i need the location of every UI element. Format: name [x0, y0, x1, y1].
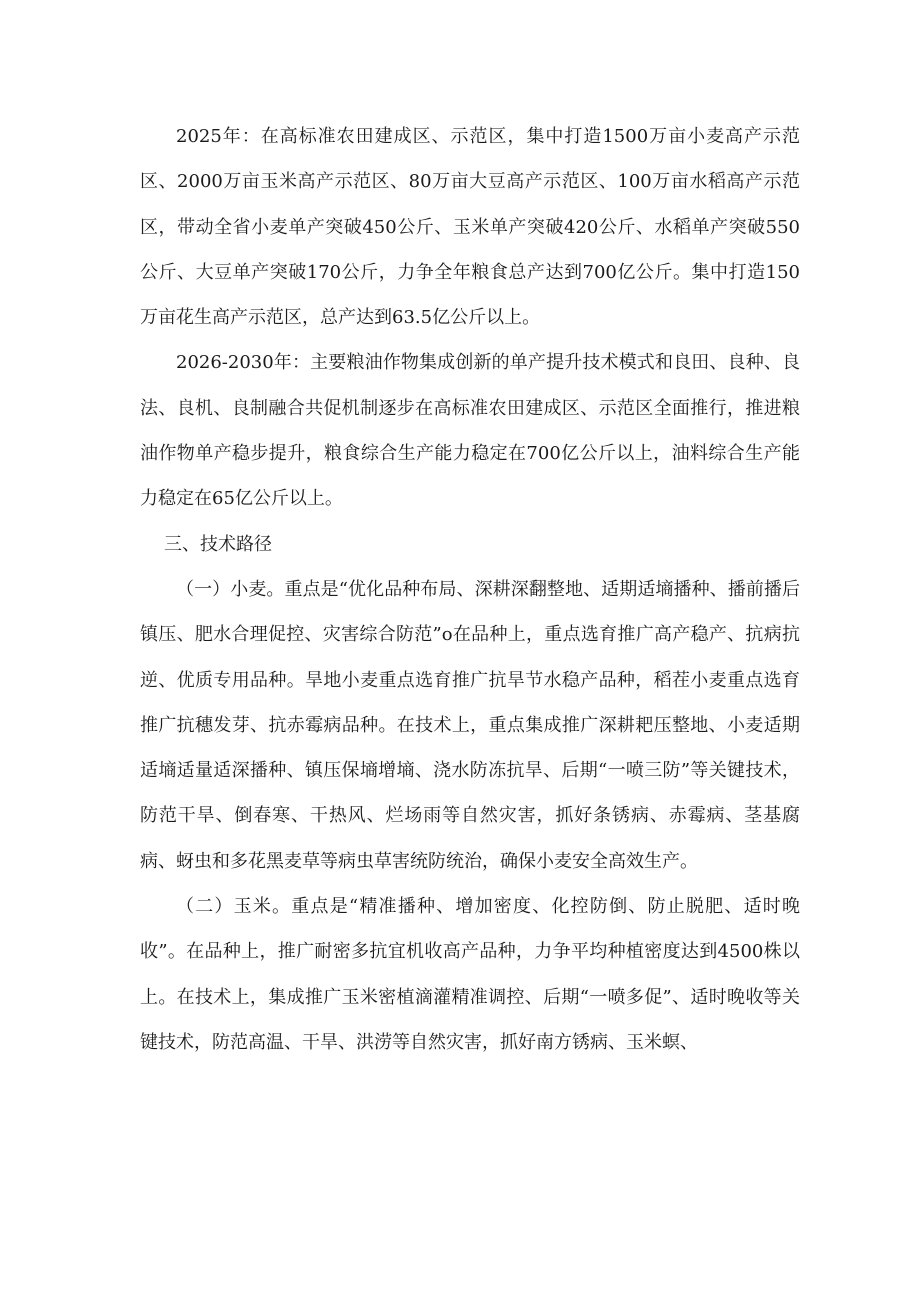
paragraph-2026-2030-target: 2026-2030年：主要粮油作物集成创新的单产提升技术模式和良田、良种、良法、良机、良制融合共促机制逐步在高标准农田建成区、示范区全面推行，推进粮油作物单产稳步提升，粮食综合生产能力稳定在700亿公斤以上，油料综合生产能力稳定在65亿公斤以上。	[140, 352, 800, 510]
paragraph-corn: （二）玉米。重点是“精准播种、增加密度、化控防倒、防止脱肥、适时晚收”。在品种上，推广耐密多抗宜机收高产品种，力争平均种植密度达到4500株以上。在技术上，集成推广玉米密植滴灌精准调控、后期“一喷多促”、适时晚收等关键技术，防范高温、干旱、洪涝等自然灾害，抓好南方锈病、玉米螟、	[140, 896, 800, 1053]
paragraph-2025-target: 2025年：在高标准农田建成区、示范区，集中打造1500万亩小麦高产示范区、2000万亩玉米高产示范区、80万亩大豆高产示范区、100万亩水稻高产示范区，带动全省小麦单产突破450公斤、玉米单产突破420公斤、水稻单产突破550公斤、大豆单产突破170公斤，力争全年粮食总产达到700亿公斤。集中打造150万亩花生高产示范区，总产达到63.5亿公斤以上。	[140, 126, 800, 329]
document-body	[140, 114, 800, 1065]
paragraph-wheat: （一）小麦。重点是“优化品种布局、深耕深翻整地、适期适墒播种、播前播后镇压、肥水合理促控、灾害综合防范”o在品种上，重点选育推广高产稳产、抗病抗逆、优质专用品种。旱地小麦重点选育推广抗旱节水稳产品种，稻茬小麦重点选育推广抗穗发芽、抗赤霉病品种。在技术上，重点集成推广深耕耙压整地、小麦适期适墒适量适深播种、镇压保墒增墒、浇水防冻抗旱、后期“一喷三防”等关键技术，防范干旱、倒春寒、干热风、烂场雨等自然灾害，抓好条锈病、赤霉病、茎基腐病、蚜虫和多花黑麦草等病虫草害统防统治，确保小麦安全高效生产。	[140, 578, 800, 872]
section-heading-technical-path: 三、技术路径	[164, 533, 272, 555]
